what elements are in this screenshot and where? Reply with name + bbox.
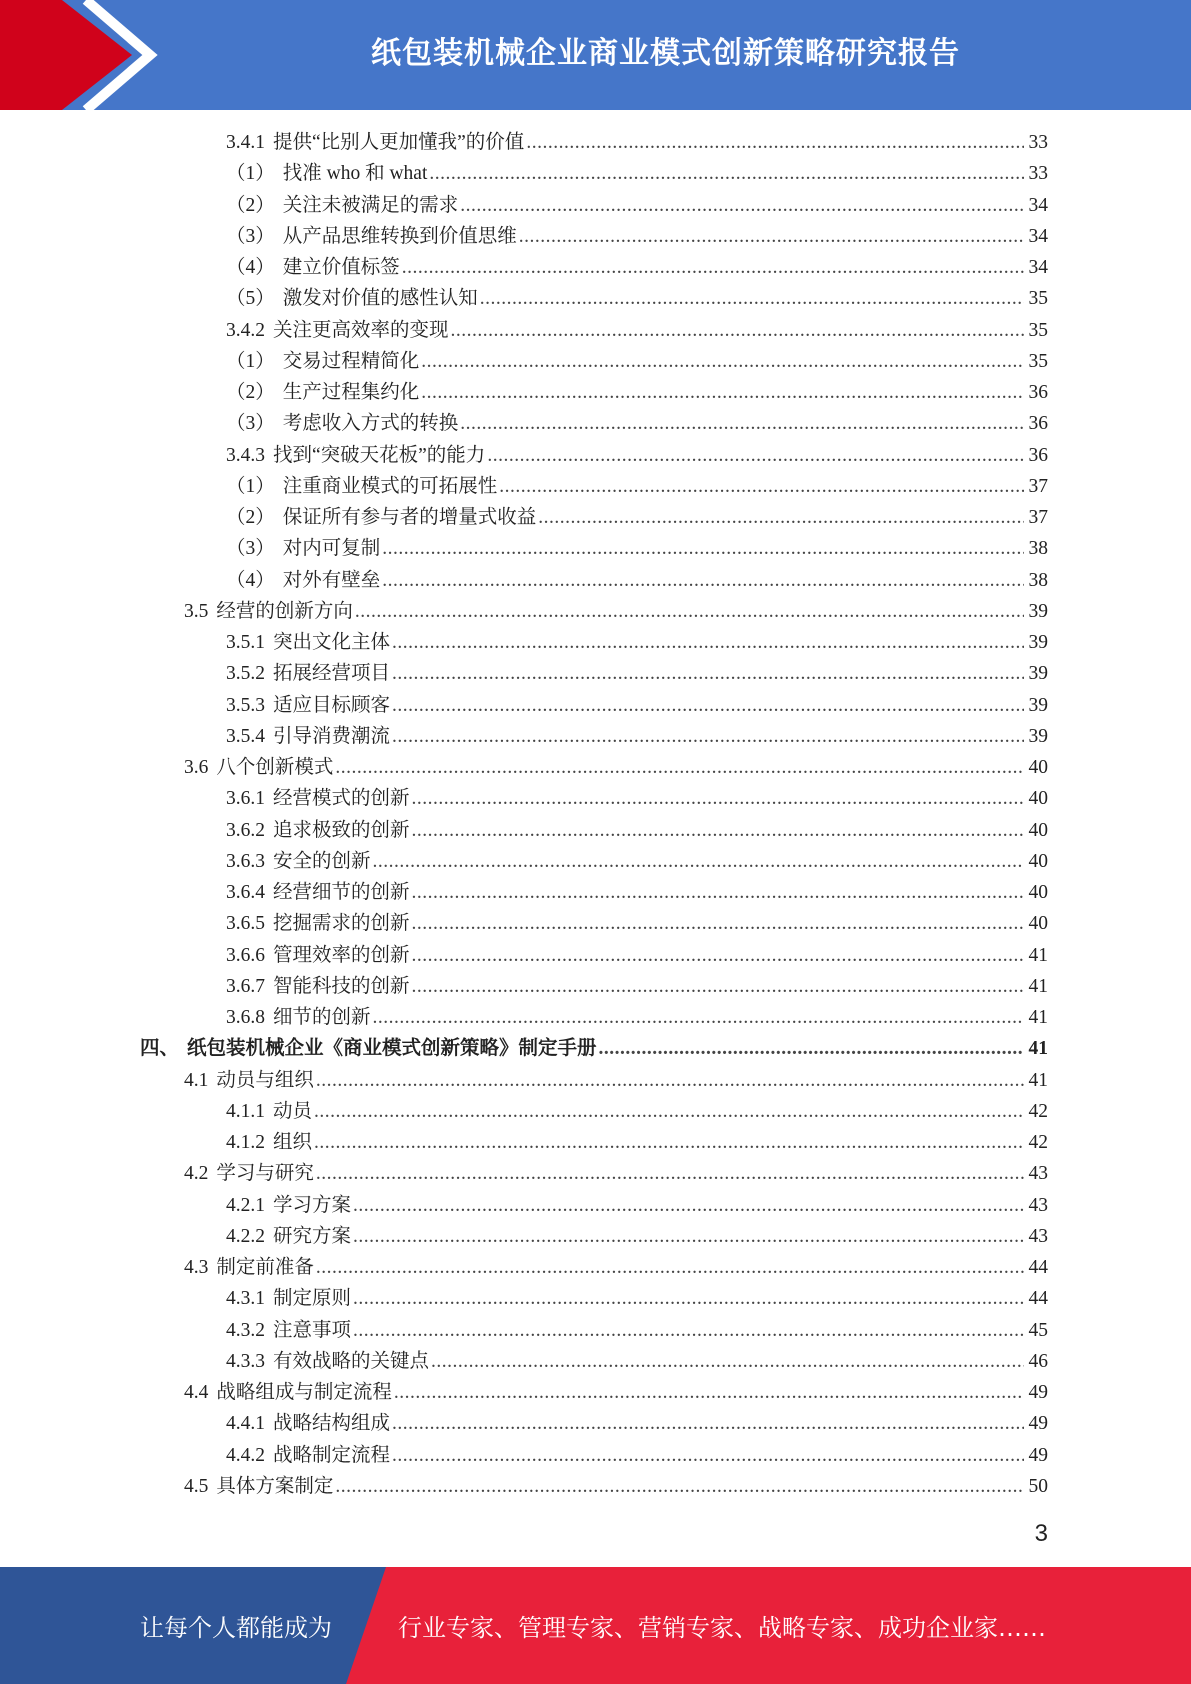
toc-dot-leader xyxy=(519,221,1024,252)
toc-entry[interactable] xyxy=(140,1033,1048,1064)
toc-dot-leader xyxy=(421,346,1024,377)
toc-entry[interactable] xyxy=(140,377,1048,408)
toc-entry-number: （4） xyxy=(226,257,275,278)
toc-entry[interactable] xyxy=(140,627,1048,658)
toc-dot-leader xyxy=(392,690,1024,721)
page-footer xyxy=(0,1567,1191,1684)
toc-entry-number: 4.4 xyxy=(184,1382,209,1403)
toc-entry[interactable] xyxy=(140,1408,1048,1439)
toc-dot-leader xyxy=(429,158,1024,189)
toc-dot-leader xyxy=(487,440,1024,471)
toc-entry-title: 突出文化主体 xyxy=(273,632,391,653)
toc-entry-page: 39 xyxy=(1028,663,1048,685)
toc-dot-leader xyxy=(355,596,1024,627)
toc-entry-page: 40 xyxy=(1028,757,1048,778)
toc-entry-number: （3） xyxy=(226,413,275,435)
toc-dot-leader xyxy=(353,1283,1024,1314)
toc-entry-page: 34 xyxy=(1028,225,1048,247)
toc-entry-page: 40 xyxy=(1028,850,1048,872)
toc-entry-number: （3） xyxy=(226,225,275,247)
toc-dot-leader xyxy=(480,283,1024,314)
toc-entry[interactable] xyxy=(140,596,1048,627)
toc-dot-leader xyxy=(335,752,1024,783)
toc-entry-page: 36 xyxy=(1028,413,1048,435)
toc-entry-number: （5） xyxy=(226,288,275,310)
toc-entry-page: 39 xyxy=(1028,725,1048,747)
toc-entry-number: （1） xyxy=(226,475,275,497)
toc-entry-number: 4.3.3 xyxy=(226,1350,265,1372)
toc-dot-leader xyxy=(412,783,1024,814)
toc-entry-page: 33 xyxy=(1028,132,1048,153)
toc-entry-number: 3.6.1 xyxy=(226,788,265,810)
toc-dot-leader xyxy=(412,815,1024,846)
toc-entry-title: 建立价值标签 xyxy=(282,257,400,278)
toc-entry-page: 38 xyxy=(1028,569,1048,591)
toc-entry-title: 引导消费潮流 xyxy=(273,725,391,747)
toc-entry-number: （2） xyxy=(226,507,275,528)
toc-dot-leader xyxy=(335,1471,1024,1502)
toc-dot-leader xyxy=(460,190,1024,221)
toc-entry[interactable] xyxy=(140,658,1048,689)
toc-dot-leader xyxy=(392,1440,1024,1471)
toc-entry-number: 4.5 xyxy=(184,1475,209,1497)
toc-dot-leader xyxy=(316,1158,1024,1189)
toc-entry-title: 动员 xyxy=(273,1100,313,1122)
toc-entry[interactable] xyxy=(140,1315,1048,1346)
toc-dot-leader xyxy=(314,1127,1024,1158)
toc-entry-title: 学习与研究 xyxy=(216,1163,314,1185)
toc-entry[interactable] xyxy=(140,502,1048,533)
toc-entry-page: 43 xyxy=(1028,1194,1048,1216)
toc-entry-page: 35 xyxy=(1028,319,1048,341)
toc-entry-number: 4.2.1 xyxy=(226,1194,265,1216)
toc-entry-title: 注重商业模式的可拓展性 xyxy=(282,475,498,497)
toc-entry[interactable] xyxy=(140,158,1048,189)
toc-entry-title: 拓展经营项目 xyxy=(273,663,391,685)
toc-entry[interactable] xyxy=(140,127,1048,158)
toc-entry-page: 37 xyxy=(1028,475,1048,497)
header-title: 纸包装机械企业商业模式创新策略研究报告 xyxy=(371,36,960,71)
toc-entry-page: 41 xyxy=(1028,944,1048,966)
toc-entry-title: 挖掘需求的创新 xyxy=(273,913,410,935)
toc-entry[interactable] xyxy=(140,877,1048,908)
toc-entry-number: 3.5.3 xyxy=(226,694,265,716)
footer-slogan-left: 让每个人都能成为 xyxy=(140,1614,332,1642)
toc-dot-leader xyxy=(412,971,1024,1002)
toc-entry-title: 管理效率的创新 xyxy=(273,944,410,966)
toc-entry[interactable] xyxy=(140,1252,1048,1283)
toc-dot-leader xyxy=(431,1346,1024,1377)
toc-entry[interactable] xyxy=(140,783,1048,814)
toc-entry-number: 四、 xyxy=(140,1038,180,1060)
toc-dot-leader xyxy=(412,940,1024,971)
toc-entry[interactable] xyxy=(140,815,1048,846)
toc-entry-number: 3.6 xyxy=(184,757,209,778)
toc-dot-leader xyxy=(392,1408,1024,1439)
toc-entry-page: 41 xyxy=(1028,1038,1048,1060)
toc-entry-title: 学习方案 xyxy=(273,1194,352,1216)
toc-entry[interactable] xyxy=(140,846,1048,877)
toc-entry[interactable] xyxy=(140,1190,1048,1221)
page-header xyxy=(0,0,1191,110)
toc-entry[interactable] xyxy=(140,908,1048,939)
toc-entry-page: 43 xyxy=(1028,1225,1048,1247)
toc-entry-title: 制定前准备 xyxy=(216,1257,314,1278)
toc-entry[interactable] xyxy=(140,721,1048,752)
toc-entry-number: 3.5.4 xyxy=(226,725,265,747)
toc-entry-page: 38 xyxy=(1028,538,1048,560)
toc-entry-page: 40 xyxy=(1028,819,1048,841)
toc-dot-leader xyxy=(316,1252,1024,1283)
toc-dot-leader xyxy=(392,627,1024,658)
toc-entry-number: 3.6.7 xyxy=(226,975,265,997)
toc-entry-page: 39 xyxy=(1028,632,1048,653)
toc-entry[interactable] xyxy=(140,315,1048,346)
toc-dot-leader xyxy=(526,127,1024,158)
toc-entry-title: 智能科技的创新 xyxy=(273,975,410,997)
toc-entry-number: （4） xyxy=(226,569,275,591)
toc-entry-page: 40 xyxy=(1028,788,1048,810)
toc-dot-leader xyxy=(599,1033,1024,1064)
toc-entry-title: 经营模式的创新 xyxy=(273,788,410,810)
toc-entry-title: 提供“比别人更加懂我”的价值 xyxy=(273,132,525,153)
toc-entry-number: 4.4.1 xyxy=(226,1413,265,1435)
toc-entry-page: 37 xyxy=(1028,507,1048,528)
toc-dot-leader xyxy=(392,721,1024,752)
toc-dot-leader xyxy=(373,846,1024,877)
toc-entry-page: 44 xyxy=(1028,1257,1048,1278)
toc-entry-title: 研究方案 xyxy=(273,1225,352,1247)
toc-entry[interactable] xyxy=(140,283,1048,314)
page-number: 3 xyxy=(1034,1520,1048,1547)
toc-entry-page: 40 xyxy=(1028,882,1048,903)
toc-entry-page: 41 xyxy=(1028,1069,1048,1091)
toc-entry-page: 36 xyxy=(1028,444,1048,466)
toc-dot-leader xyxy=(353,1315,1024,1346)
toc-entry-title: 找准 who 和 what xyxy=(282,163,428,185)
toc-entry-page: 42 xyxy=(1028,1132,1048,1153)
toc-entry-title: 从产品思维转换到价值思维 xyxy=(282,225,517,247)
toc-dot-leader xyxy=(412,877,1024,908)
toc-entry-title: 对外有壁垒 xyxy=(282,569,381,591)
toc-entry-title: 找到“突破天花板”的能力 xyxy=(273,444,486,466)
toc-entry-page: 41 xyxy=(1028,1007,1048,1028)
toc-entry[interactable] xyxy=(140,940,1048,971)
toc-dot-leader xyxy=(316,1065,1024,1096)
toc-dot-leader xyxy=(421,377,1024,408)
toc-entry[interactable] xyxy=(140,1096,1048,1127)
toc-entry-title: 生产过程集约化 xyxy=(282,382,420,403)
toc-entry-page: 50 xyxy=(1028,1475,1048,1497)
toc-entry-number: 3.4.3 xyxy=(226,444,265,466)
toc-entry-page: 49 xyxy=(1028,1444,1048,1466)
toc-entry-page: 46 xyxy=(1028,1350,1048,1372)
toc-entry-page: 45 xyxy=(1028,1319,1048,1341)
toc-dot-leader xyxy=(314,1096,1024,1127)
toc-entry-title: 动员与组织 xyxy=(216,1069,314,1091)
toc-entry-number: 4.3.2 xyxy=(226,1319,265,1341)
toc-entry-number: 4.1 xyxy=(184,1069,209,1091)
toc-entry[interactable] xyxy=(140,690,1048,721)
toc-dot-leader xyxy=(499,471,1024,502)
toc-entry-page: 34 xyxy=(1028,194,1048,216)
toc-entry-title: 战略制定流程 xyxy=(273,1444,391,1466)
toc-entry-page: 43 xyxy=(1028,1163,1048,1185)
toc-dot-leader xyxy=(353,1190,1024,1221)
toc-dot-leader xyxy=(373,1002,1024,1033)
toc-entry-number: （2） xyxy=(226,382,275,403)
toc-entry-page: 44 xyxy=(1028,1288,1048,1310)
toc-entry-number: 3.6.5 xyxy=(226,913,265,935)
toc-entry-page: 33 xyxy=(1028,163,1048,185)
table-of-contents xyxy=(140,127,1048,1502)
toc-entry-title: 纸包装机械企业《商业模式创新策略》制定手册 xyxy=(187,1038,597,1060)
toc-entry-number: 4.3.1 xyxy=(226,1288,265,1310)
toc-entry-title: 适应目标顾客 xyxy=(273,694,391,716)
toc-entry-page: 35 xyxy=(1028,288,1048,310)
toc-entry-page: 49 xyxy=(1028,1382,1048,1403)
toc-entry-title: 注意事项 xyxy=(273,1319,352,1341)
toc-entry-title: 制定原则 xyxy=(273,1288,352,1310)
toc-dot-leader xyxy=(392,658,1024,689)
toc-entry-title: 交易过程精简化 xyxy=(282,350,420,372)
toc-entry-title: 保证所有参与者的增量式收益 xyxy=(282,507,537,528)
toc-entry-title: 有效战略的关键点 xyxy=(273,1350,430,1372)
toc-entry[interactable] xyxy=(140,221,1048,252)
toc-entry-number: 3.4.1 xyxy=(226,132,265,153)
toc-entry-number: 3.6.2 xyxy=(226,819,265,841)
toc-entry-number: （1） xyxy=(226,350,275,372)
toc-dot-leader xyxy=(451,315,1024,346)
toc-entry-title: 战略结构组成 xyxy=(273,1413,391,1435)
toc-entry-number: 4.2.2 xyxy=(226,1225,265,1247)
toc-entry-number: 4.4.2 xyxy=(226,1444,265,1466)
toc-entry-number: 3.6.4 xyxy=(226,882,265,903)
toc-entry-number: （3） xyxy=(226,538,275,560)
toc-entry-number: 3.5.1 xyxy=(226,632,265,653)
toc-entry-page: 34 xyxy=(1028,257,1048,278)
toc-entry-title: 组织 xyxy=(273,1132,313,1153)
toc-entry[interactable] xyxy=(140,1346,1048,1377)
toc-entry-page: 49 xyxy=(1028,1413,1048,1435)
toc-entry-page: 39 xyxy=(1028,600,1048,622)
toc-entry-number: 3.5.2 xyxy=(226,663,265,685)
toc-entry-title: 具体方案制定 xyxy=(216,1475,334,1497)
toc-dot-leader xyxy=(382,565,1024,596)
toc-dot-leader xyxy=(402,252,1024,283)
toc-dot-leader xyxy=(412,908,1024,939)
toc-entry[interactable] xyxy=(140,752,1048,783)
toc-entry-title: 战略组成与制定流程 xyxy=(216,1382,392,1403)
toc-entry-title: 细节的创新 xyxy=(273,1007,371,1028)
toc-entry-number: 3.6.3 xyxy=(226,850,265,872)
toc-entry[interactable] xyxy=(140,1283,1048,1314)
toc-entry[interactable] xyxy=(140,565,1048,596)
toc-entry-title: 考虑收入方式的转换 xyxy=(282,413,459,435)
toc-entry[interactable] xyxy=(140,1002,1048,1033)
toc-entry-title: 关注更高效率的变现 xyxy=(273,319,449,341)
toc-entry-page: 41 xyxy=(1028,975,1048,997)
toc-entry[interactable] xyxy=(140,1440,1048,1471)
toc-entry-page: 36 xyxy=(1028,382,1048,403)
toc-entry-title: 安全的创新 xyxy=(273,850,371,872)
toc-entry-title: 八个创新模式 xyxy=(216,757,334,778)
toc-entry[interactable] xyxy=(140,190,1048,221)
toc-entry-number: 3.4.2 xyxy=(226,319,265,341)
toc-entry[interactable] xyxy=(140,1377,1048,1408)
toc-entry[interactable] xyxy=(140,1065,1048,1096)
toc-entry[interactable] xyxy=(140,408,1048,439)
toc-entry-number: 3.6.8 xyxy=(226,1007,265,1028)
toc-entry-title: 对内可复制 xyxy=(282,538,381,560)
toc-entry[interactable] xyxy=(140,1127,1048,1158)
toc-entry[interactable] xyxy=(140,533,1048,564)
toc-entry-title: 激发对价值的感性认知 xyxy=(282,288,478,310)
toc-entry-number: 4.3 xyxy=(184,1257,209,1278)
toc-entry-page: 40 xyxy=(1028,913,1048,935)
toc-entry[interactable] xyxy=(140,1158,1048,1189)
toc-entry-number: （2） xyxy=(226,194,275,216)
toc-dot-leader xyxy=(353,1221,1024,1252)
toc-entry-title: 经营细节的创新 xyxy=(273,882,410,903)
toc-entry-number: 4.1.2 xyxy=(226,1132,265,1153)
toc-entry-page: 39 xyxy=(1028,694,1048,716)
toc-entry[interactable] xyxy=(140,971,1048,1002)
toc-dot-leader xyxy=(460,408,1024,439)
toc-entry-title: 追求极致的创新 xyxy=(273,819,410,841)
toc-entry-number: （1） xyxy=(226,163,275,185)
toc-entry-number: 4.2 xyxy=(184,1163,209,1185)
toc-entry-title: 经营的创新方向 xyxy=(216,600,353,622)
toc-entry[interactable] xyxy=(140,471,1048,502)
toc-entry-title: 关注未被满足的需求 xyxy=(282,194,459,216)
toc-dot-leader xyxy=(538,502,1024,533)
toc-entry[interactable] xyxy=(140,1221,1048,1252)
toc-dot-leader xyxy=(382,533,1024,564)
toc-entry-number: 4.1.1 xyxy=(226,1100,265,1122)
toc-entry[interactable] xyxy=(140,1471,1048,1502)
toc-entry[interactable] xyxy=(140,440,1048,471)
toc-entry-number: 3.6.6 xyxy=(226,944,265,966)
toc-entry-page: 35 xyxy=(1028,350,1048,372)
toc-entry-number: 3.5 xyxy=(184,600,209,622)
toc-entry-page: 42 xyxy=(1028,1100,1048,1122)
toc-entry[interactable] xyxy=(140,252,1048,283)
toc-dot-leader xyxy=(394,1377,1024,1408)
toc-entry[interactable] xyxy=(140,346,1048,377)
footer-slogan-right: 行业专家、管理专家、营销专家、战略专家、成功企业家…… xyxy=(398,1614,1046,1642)
